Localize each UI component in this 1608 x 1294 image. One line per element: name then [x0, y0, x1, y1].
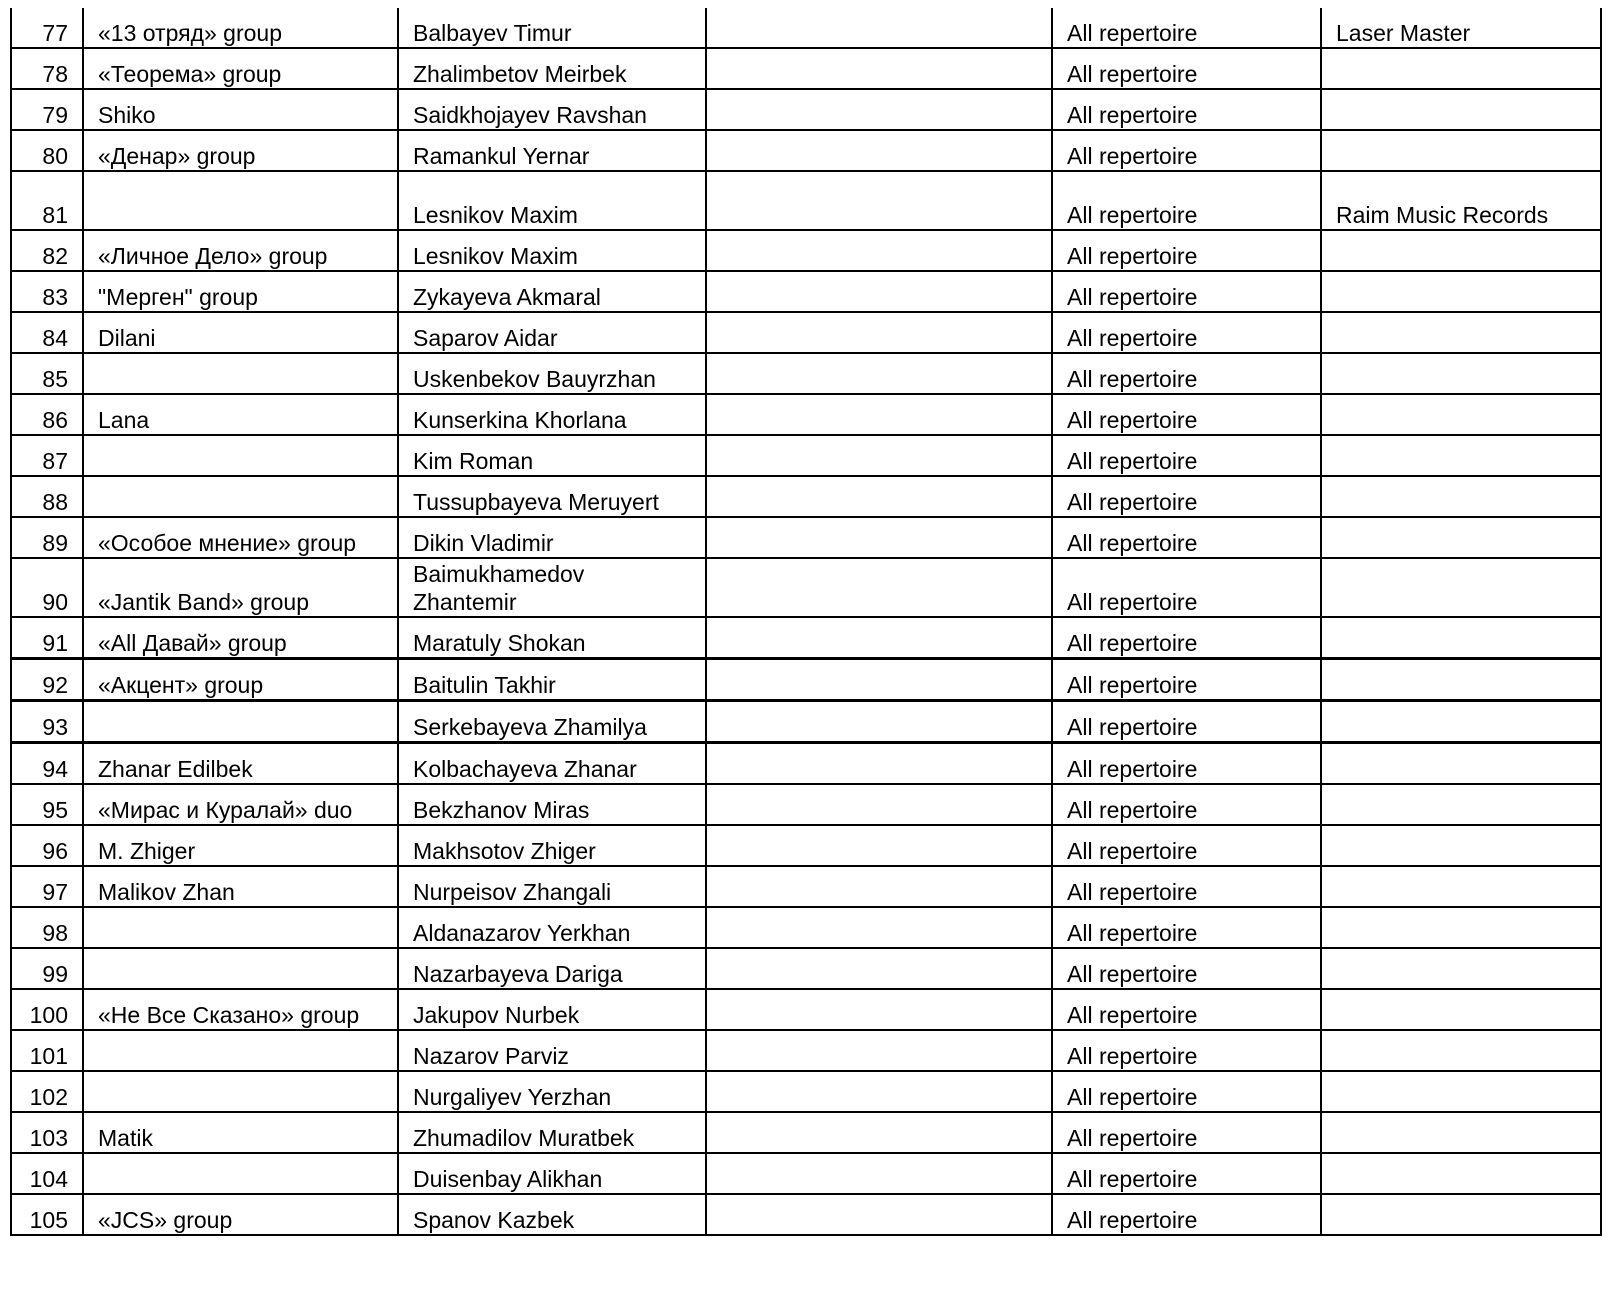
label-cell: [1321, 1153, 1601, 1194]
row-number-cell: 100: [11, 989, 83, 1030]
label-cell: [1321, 517, 1601, 558]
artist-name-cell: «Личное Дело» group: [83, 230, 398, 271]
rights-cell: All repertoire: [1052, 48, 1321, 89]
artist-name-cell: Zhanar Edilbek: [83, 743, 398, 785]
row-number-cell: 87: [11, 435, 83, 476]
empty-cell: [706, 743, 1052, 785]
author-name-cell: Saidkhojayev Ravshan: [398, 89, 706, 130]
table-row: [11, 784, 1601, 825]
label-cell: Laser Master: [1321, 8, 1601, 48]
artist-name-cell: [83, 948, 398, 989]
artist-name-cell: [83, 1153, 398, 1194]
artist-name-cell: Matik: [83, 1112, 398, 1153]
label-cell: [1321, 312, 1601, 353]
author-name-cell: Aldanazarov Yerkhan: [398, 907, 706, 948]
artist-name-cell: «JCS» group: [83, 1194, 398, 1235]
table-row: [11, 271, 1601, 312]
table-row: [11, 1071, 1601, 1112]
table-row: [11, 1153, 1601, 1194]
empty-cell: [706, 948, 1052, 989]
rights-cell: All repertoire: [1052, 701, 1321, 743]
artist-name-cell: «13 отряд» group: [83, 8, 398, 48]
rights-cell: All repertoire: [1052, 353, 1321, 394]
row-number-cell: 99: [11, 948, 83, 989]
rights-cell: All repertoire: [1052, 617, 1321, 659]
artist-name-cell: M. Zhiger: [83, 825, 398, 866]
row-number-cell: 85: [11, 353, 83, 394]
label-cell: [1321, 659, 1601, 701]
row-number-cell: 95: [11, 784, 83, 825]
table-row: [11, 701, 1601, 743]
label-cell: [1321, 907, 1601, 948]
empty-cell: [706, 230, 1052, 271]
rights-cell: All repertoire: [1052, 659, 1321, 701]
row-number-cell: 79: [11, 89, 83, 130]
artist-name-cell: [83, 171, 398, 230]
label-cell: [1321, 701, 1601, 743]
rights-cell: All repertoire: [1052, 825, 1321, 866]
rights-cell: All repertoire: [1052, 435, 1321, 476]
label-cell: [1321, 989, 1601, 1030]
table-row: [11, 130, 1601, 171]
author-name-cell: Kolbachayeva Zhanar: [398, 743, 706, 785]
author-name-cell: Baimukhamedov Zhantemir: [398, 558, 706, 617]
author-name-cell: Zhalimbetov Meirbek: [398, 48, 706, 89]
rights-cell: All repertoire: [1052, 312, 1321, 353]
rights-cell: All repertoire: [1052, 948, 1321, 989]
label-cell: [1321, 617, 1601, 659]
empty-cell: [706, 701, 1052, 743]
table-row: [11, 435, 1601, 476]
empty-cell: [706, 8, 1052, 48]
table-row: [11, 48, 1601, 89]
row-number-cell: 103: [11, 1112, 83, 1153]
author-name-cell: Balbayev Timur: [398, 8, 706, 48]
author-name-cell: Bekzhanov Miras: [398, 784, 706, 825]
rights-cell: All repertoire: [1052, 476, 1321, 517]
rights-cell: All repertoire: [1052, 130, 1321, 171]
empty-cell: [706, 1112, 1052, 1153]
artist-name-cell: Malikov Zhan: [83, 866, 398, 907]
rights-cell: All repertoire: [1052, 1112, 1321, 1153]
empty-cell: [706, 476, 1052, 517]
author-name-cell: Duisenbay Alikhan: [398, 1153, 706, 1194]
table-row: [11, 230, 1601, 271]
rights-cell: All repertoire: [1052, 89, 1321, 130]
artist-name-cell: [83, 476, 398, 517]
row-number-cell: 86: [11, 394, 83, 435]
rights-cell: All repertoire: [1052, 1153, 1321, 1194]
empty-cell: [706, 89, 1052, 130]
table-row: [11, 558, 1601, 617]
artist-name-cell: [83, 353, 398, 394]
author-name-cell: Serkebayeva Zhamilya: [398, 701, 706, 743]
label-cell: [1321, 271, 1601, 312]
label-cell: [1321, 435, 1601, 476]
table-row: [11, 1030, 1601, 1071]
author-name-cell: Maratuly Shokan: [398, 617, 706, 659]
row-number-cell: 88: [11, 476, 83, 517]
row-number-cell: 97: [11, 866, 83, 907]
artist-name-cell: «All Давай» group: [83, 617, 398, 659]
empty-cell: [706, 558, 1052, 617]
row-number-cell: 93: [11, 701, 83, 743]
label-cell: [1321, 1071, 1601, 1112]
row-number-cell: 90: [11, 558, 83, 617]
row-number-cell: 98: [11, 907, 83, 948]
empty-cell: [706, 517, 1052, 558]
author-name-cell: Baitulin Takhir: [398, 659, 706, 701]
author-name-cell: Uskenbekov Bauyrzhan: [398, 353, 706, 394]
empty-cell: [706, 659, 1052, 701]
empty-cell: [706, 1153, 1052, 1194]
artist-name-cell: «Акцент» group: [83, 659, 398, 701]
label-cell: [1321, 948, 1601, 989]
empty-cell: [706, 48, 1052, 89]
table-row: [11, 171, 1601, 230]
table-row: [11, 907, 1601, 948]
table-row: [11, 517, 1601, 558]
table-row: [11, 353, 1601, 394]
label-cell: [1321, 130, 1601, 171]
rights-cell: All repertoire: [1052, 171, 1321, 230]
artist-name-cell: [83, 1071, 398, 1112]
rights-cell: All repertoire: [1052, 743, 1321, 785]
artist-name-cell: «Мирас и Куралай» duo: [83, 784, 398, 825]
author-name-cell: Saparov Aidar: [398, 312, 706, 353]
empty-cell: [706, 394, 1052, 435]
row-number-cell: 92: [11, 659, 83, 701]
label-cell: [1321, 394, 1601, 435]
artist-name-cell: «Денар» group: [83, 130, 398, 171]
artist-name-cell: Dilani: [83, 312, 398, 353]
table-row: [11, 659, 1601, 701]
rights-cell: All repertoire: [1052, 1194, 1321, 1235]
label-cell: [1321, 353, 1601, 394]
rights-cell: All repertoire: [1052, 866, 1321, 907]
empty-cell: [706, 825, 1052, 866]
author-name-cell: Zhumadilov Muratbek: [398, 1112, 706, 1153]
row-number-cell: 80: [11, 130, 83, 171]
empty-cell: [706, 907, 1052, 948]
row-number-cell: 94: [11, 743, 83, 785]
author-name-cell: Spanov Kazbek: [398, 1194, 706, 1235]
author-name-cell: Nurpeisov Zhangali: [398, 866, 706, 907]
rights-cell: All repertoire: [1052, 230, 1321, 271]
artist-name-cell: Lana: [83, 394, 398, 435]
author-name-cell: Jakupov Nurbek: [398, 989, 706, 1030]
table-row: [11, 617, 1601, 659]
author-name-cell: Ramankul Yernar: [398, 130, 706, 171]
label-cell: [1321, 476, 1601, 517]
artist-name-cell: [83, 701, 398, 743]
label-cell: [1321, 558, 1601, 617]
label-cell: Raim Music Records: [1321, 171, 1601, 230]
label-cell: [1321, 1030, 1601, 1071]
empty-cell: [706, 1194, 1052, 1235]
rights-cell: All repertoire: [1052, 907, 1321, 948]
label-cell: [1321, 743, 1601, 785]
empty-cell: [706, 130, 1052, 171]
label-cell: [1321, 230, 1601, 271]
table-row: [11, 312, 1601, 353]
artist-name-cell: «Теорема» group: [83, 48, 398, 89]
label-cell: [1321, 48, 1601, 89]
author-name-cell: Kunserkina Khorlana: [398, 394, 706, 435]
row-number-cell: 105: [11, 1194, 83, 1235]
artist-name-cell: «Jantik Band» group: [83, 558, 398, 617]
table-row: [11, 743, 1601, 785]
row-number-cell: 81: [11, 171, 83, 230]
empty-cell: [706, 989, 1052, 1030]
author-name-cell: Dikin Vladimir: [398, 517, 706, 558]
rights-cell: All repertoire: [1052, 784, 1321, 825]
rights-cell: All repertoire: [1052, 558, 1321, 617]
empty-cell: [706, 866, 1052, 907]
empty-cell: [706, 617, 1052, 659]
author-name-cell: Makhsotov Zhiger: [398, 825, 706, 866]
rights-cell: All repertoire: [1052, 8, 1321, 48]
empty-cell: [706, 1030, 1052, 1071]
row-number-cell: 104: [11, 1153, 83, 1194]
rights-cell: All repertoire: [1052, 1030, 1321, 1071]
empty-cell: [706, 271, 1052, 312]
label-cell: [1321, 866, 1601, 907]
table-row: [11, 476, 1601, 517]
author-name-cell: Zykayeva Akmaral: [398, 271, 706, 312]
table-body: [11, 8, 1601, 1235]
row-number-cell: 101: [11, 1030, 83, 1071]
author-name-cell: Lesnikov Maxim: [398, 171, 706, 230]
empty-cell: [706, 312, 1052, 353]
artist-name-cell: «Не Все Сказано» group: [83, 989, 398, 1030]
author-name-cell: Nazarov Parviz: [398, 1030, 706, 1071]
rights-cell: All repertoire: [1052, 989, 1321, 1030]
row-number-cell: 89: [11, 517, 83, 558]
artist-name-cell: [83, 907, 398, 948]
rights-cell: All repertoire: [1052, 517, 1321, 558]
row-number-cell: 91: [11, 617, 83, 659]
row-number-cell: 96: [11, 825, 83, 866]
artist-name-cell: "Мерген" group: [83, 271, 398, 312]
author-name-cell: Nurgaliyev Yerzhan: [398, 1071, 706, 1112]
row-number-cell: 102: [11, 1071, 83, 1112]
table-row: [11, 989, 1601, 1030]
artist-name-cell: «Особое мнение» group: [83, 517, 398, 558]
author-name-cell: Tussupbayeva Meruyert: [398, 476, 706, 517]
row-number-cell: 78: [11, 48, 83, 89]
table-row: [11, 89, 1601, 130]
rights-cell: All repertoire: [1052, 271, 1321, 312]
repertoire-table: [10, 8, 1602, 1236]
rights-cell: All repertoire: [1052, 1071, 1321, 1112]
label-cell: [1321, 1194, 1601, 1235]
rights-cell: All repertoire: [1052, 394, 1321, 435]
empty-cell: [706, 353, 1052, 394]
table-row: [11, 825, 1601, 866]
label-cell: [1321, 784, 1601, 825]
label-cell: [1321, 1112, 1601, 1153]
table-row: [11, 1194, 1601, 1235]
label-cell: [1321, 89, 1601, 130]
table-row: [11, 866, 1601, 907]
row-number-cell: 82: [11, 230, 83, 271]
label-cell: [1321, 825, 1601, 866]
artist-name-cell: [83, 1030, 398, 1071]
empty-cell: [706, 1071, 1052, 1112]
row-number-cell: 77: [11, 8, 83, 48]
artist-name-cell: Shiko: [83, 89, 398, 130]
empty-cell: [706, 171, 1052, 230]
table-row: [11, 1112, 1601, 1153]
artist-name-cell: [83, 435, 398, 476]
table-row: [11, 394, 1601, 435]
author-name-cell: Nazarbayeva Dariga: [398, 948, 706, 989]
table-row: [11, 8, 1601, 48]
empty-cell: [706, 435, 1052, 476]
author-name-cell: Kim Roman: [398, 435, 706, 476]
row-number-cell: 83: [11, 271, 83, 312]
table-row: [11, 948, 1601, 989]
author-name-cell: Lesnikov Maxim: [398, 230, 706, 271]
empty-cell: [706, 784, 1052, 825]
row-number-cell: 84: [11, 312, 83, 353]
